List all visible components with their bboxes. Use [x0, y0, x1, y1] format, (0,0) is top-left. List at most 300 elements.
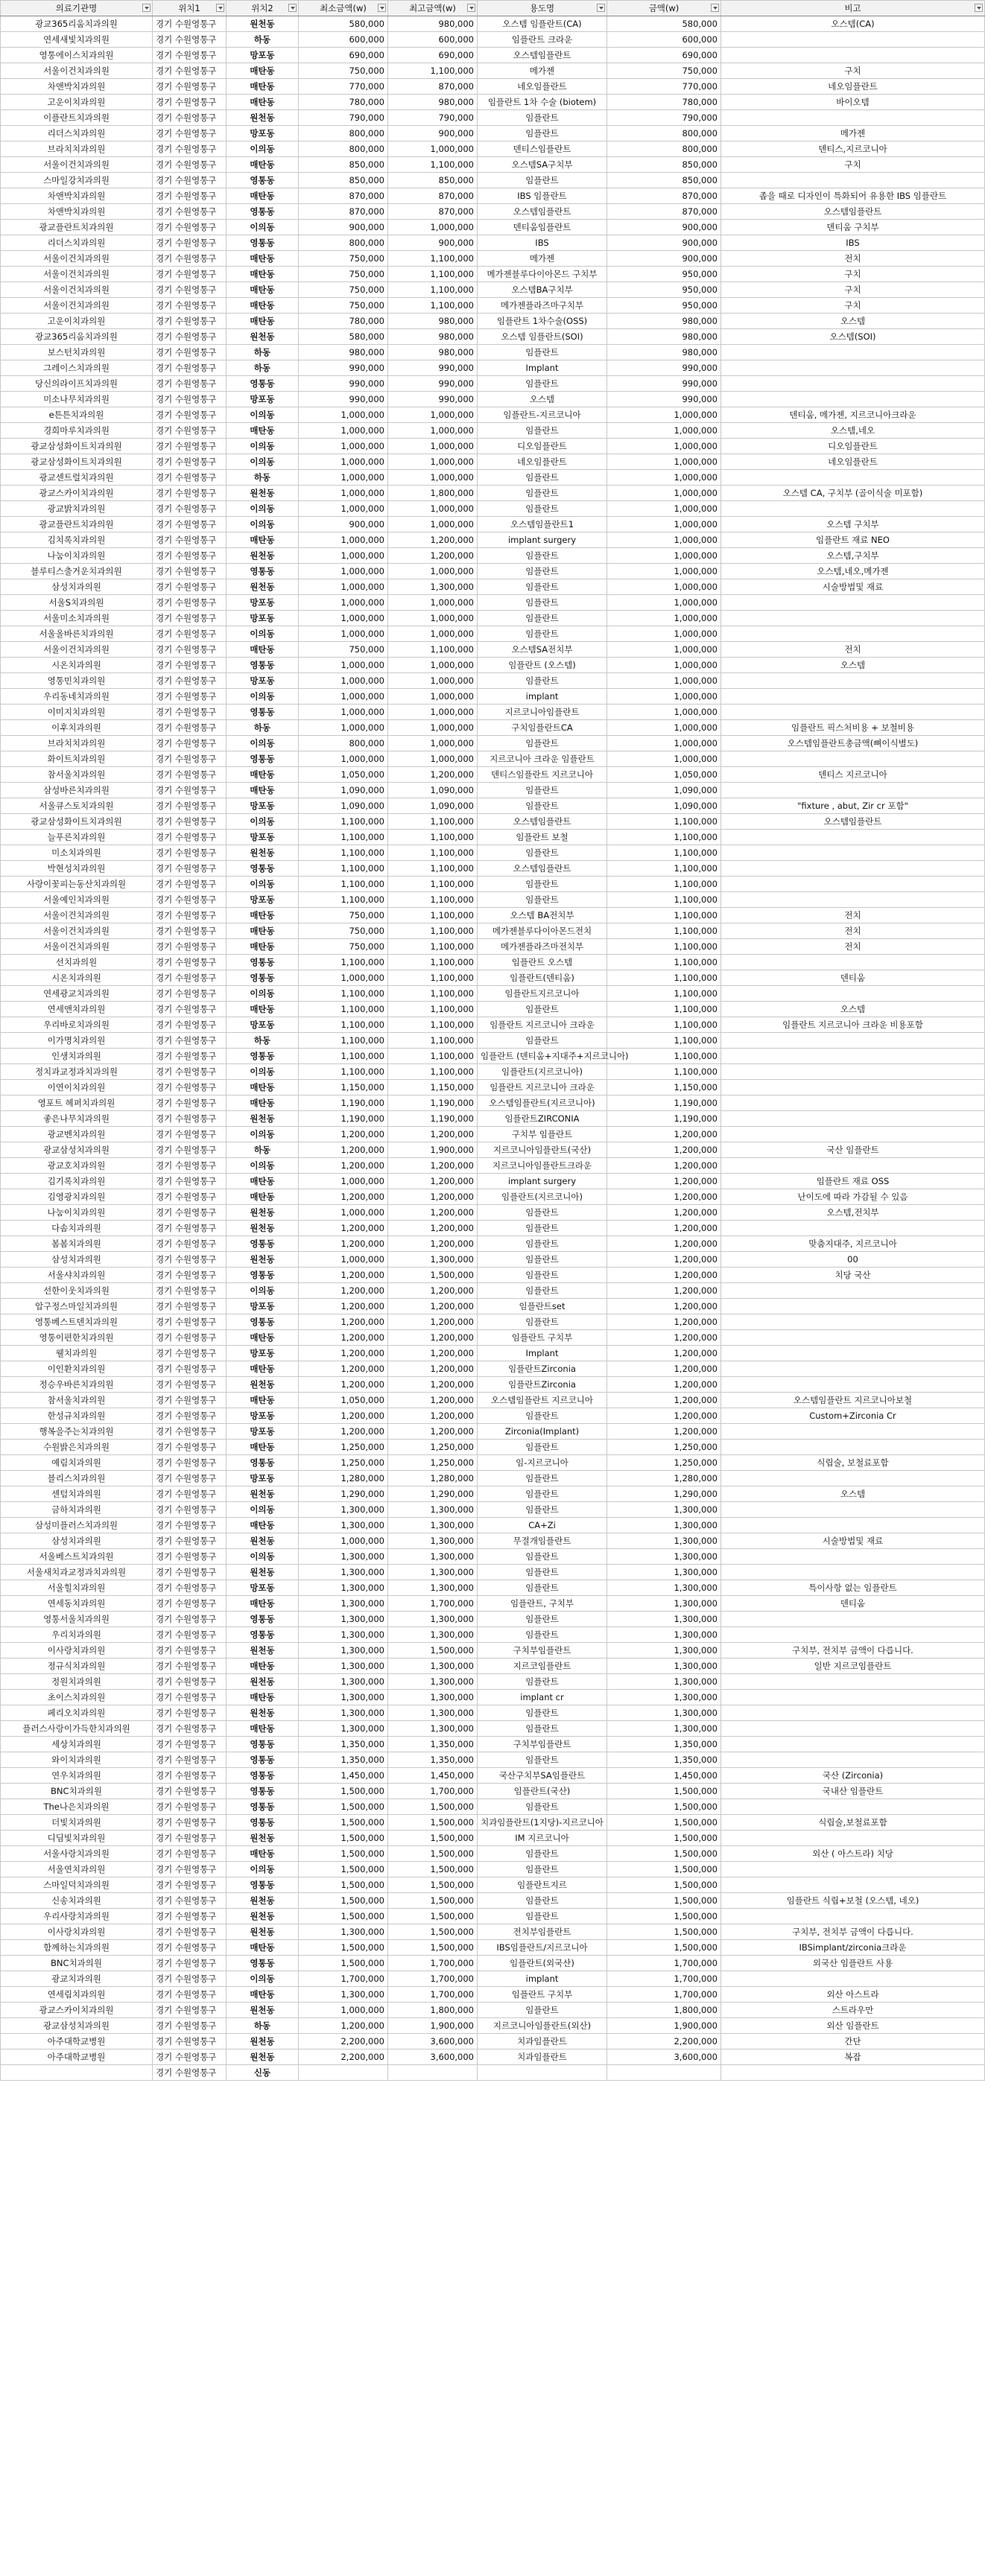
cell-amount[interactable]: 1,300,000 [607, 1502, 721, 1518]
cell-max[interactable]: 1,300,000 [388, 1580, 478, 1596]
cell-loc2[interactable]: 망포동 [227, 595, 299, 611]
cell-amount[interactable]: 1,100,000 [607, 1017, 721, 1033]
cell-loc1[interactable]: 경기 수원영통구 [153, 345, 227, 360]
cell-note[interactable] [721, 1049, 985, 1064]
cell-min[interactable]: 1,200,000 [299, 1142, 388, 1158]
column-header-max[interactable] [388, 1, 478, 16]
cell-name[interactable]: 서울사랑치과의원 [1, 1846, 153, 1862]
cell-loc2[interactable]: 매탄동 [227, 1095, 299, 1111]
cell-note[interactable] [721, 830, 985, 845]
cell-use[interactable]: 임플란트 [478, 877, 607, 892]
cell-name[interactable]: 서울S치과의원 [1, 595, 153, 611]
cell-note[interactable]: IBS [721, 235, 985, 251]
cell-loc2[interactable]: 원천동 [227, 1252, 299, 1268]
cell-min[interactable]: 1,500,000 [299, 1877, 388, 1893]
cell-max[interactable]: 1,290,000 [388, 1486, 478, 1502]
cell-amount[interactable]: 1,000,000 [607, 673, 721, 689]
cell-loc1[interactable]: 경기 수원영통구 [153, 501, 227, 517]
cell-max[interactable]: 1,100,000 [388, 861, 478, 877]
cell-name[interactable]: 광교삼성화이트치과의원 [1, 814, 153, 830]
cell-use[interactable]: 메가젠플라즈마구치부 [478, 298, 607, 314]
cell-min[interactable]: 1,100,000 [299, 1064, 388, 1080]
cell-loc1[interactable]: 경기 수원영통구 [153, 220, 227, 235]
cell-use[interactable]: 치과임플란트(1지당)-지르코니아 [478, 1815, 607, 1831]
cell-loc1[interactable]: 경기 수원영통구 [153, 1361, 227, 1377]
cell-note[interactable] [721, 673, 985, 689]
cell-loc2[interactable]: 이의동 [227, 877, 299, 892]
cell-name[interactable]: 디딤빛치과의원 [1, 1831, 153, 1846]
cell-loc2[interactable]: 원천동 [227, 1486, 299, 1502]
cell-min[interactable]: 1,000,000 [299, 501, 388, 517]
cell-note[interactable]: 오스템 [721, 1002, 985, 1017]
cell-loc1[interactable]: 경기 수원영통구 [153, 204, 227, 220]
cell-amount[interactable]: 1,250,000 [607, 1455, 721, 1471]
cell-note[interactable]: 난이도에 따라 가감될 수 있음 [721, 1189, 985, 1205]
cell-name[interactable]: 선치과의원 [1, 955, 153, 970]
cell-amount[interactable]: 1,300,000 [607, 1627, 721, 1643]
cell-amount[interactable]: 1,500,000 [607, 1909, 721, 1924]
cell-note[interactable]: 구치 [721, 282, 985, 298]
cell-name[interactable]: 예림치과의원 [1, 1455, 153, 1471]
cell-min[interactable]: 1,500,000 [299, 1940, 388, 1956]
cell-note[interactable] [721, 1690, 985, 1705]
cell-min[interactable]: 1,000,000 [299, 658, 388, 673]
cell-amount[interactable]: 1,200,000 [607, 1377, 721, 1393]
cell-min[interactable]: 1,100,000 [299, 814, 388, 830]
cell-loc1[interactable]: 경기 수원영통구 [153, 1502, 227, 1518]
cell-use[interactable]: 임플란트 [478, 1549, 607, 1565]
cell-loc1[interactable]: 경기 수원영통구 [153, 2049, 227, 2065]
cell-use[interactable]: 임플란트 [478, 2003, 607, 2018]
cell-loc1[interactable]: 경기 수원영통구 [153, 486, 227, 501]
cell-use[interactable]: 임플란트(지르코니아) [478, 1064, 607, 1080]
cell-note[interactable] [721, 1283, 985, 1299]
cell-amount[interactable]: 690,000 [607, 48, 721, 63]
cell-amount[interactable]: 1,100,000 [607, 1064, 721, 1080]
cell-min[interactable]: 1,100,000 [299, 1017, 388, 1033]
cell-use[interactable]: 임플란트 [478, 110, 607, 126]
cell-amount[interactable]: 1,290,000 [607, 1486, 721, 1502]
cell-note[interactable]: 덴티스,지르코니아 [721, 141, 985, 157]
cell-amount[interactable]: 1,200,000 [607, 1268, 721, 1283]
cell-max[interactable]: 1,100,000 [388, 1049, 478, 1064]
cell-amount[interactable]: 3,600,000 [607, 2049, 721, 2065]
cell-amount[interactable]: 1,000,000 [607, 579, 721, 595]
cell-amount[interactable]: 1,200,000 [607, 1174, 721, 1189]
cell-loc1[interactable]: 경기 수원영통구 [153, 611, 227, 626]
cell-amount[interactable]: 1,900,000 [607, 2018, 721, 2034]
cell-use[interactable]: 임플란트 [478, 1893, 607, 1909]
cell-min[interactable]: 1,000,000 [299, 673, 388, 689]
cell-note[interactable] [721, 595, 985, 611]
cell-name[interactable]: 박현성치과의원 [1, 861, 153, 877]
cell-note[interactable]: 외산 ( 아스트라) 치당 [721, 1846, 985, 1862]
cell-min[interactable]: 900,000 [299, 517, 388, 532]
cell-note[interactable] [721, 1095, 985, 1111]
cell-name[interactable]: 광교밝치과의원 [1, 501, 153, 517]
cell-max[interactable]: 1,100,000 [388, 1017, 478, 1033]
cell-loc1[interactable]: 경기 수원영통구 [153, 1017, 227, 1033]
cell-max[interactable]: 1,100,000 [388, 986, 478, 1002]
cell-use[interactable]: 메가젠블루다이아몬드 구치부 [478, 267, 607, 282]
cell-name[interactable]: 광교365리움치과의원 [1, 16, 153, 32]
cell-max[interactable]: 1,500,000 [388, 1893, 478, 1909]
cell-min[interactable]: 850,000 [299, 157, 388, 173]
cell-name[interactable]: 서울이건치과의원 [1, 157, 153, 173]
cell-amount[interactable]: 900,000 [607, 235, 721, 251]
cell-loc2[interactable]: 영통동 [227, 1956, 299, 1971]
cell-use[interactable]: 임플란트 [478, 845, 607, 861]
cell-max[interactable]: 1,300,000 [388, 1705, 478, 1721]
cell-min[interactable]: 990,000 [299, 392, 388, 407]
cell-loc2[interactable]: 원천동 [227, 2049, 299, 2065]
cell-amount[interactable]: 1,500,000 [607, 1799, 721, 1815]
cell-min[interactable]: 750,000 [299, 282, 388, 298]
cell-loc1[interactable]: 경기 수원영통구 [153, 1721, 227, 1737]
cell-loc1[interactable]: 경기 수원영통구 [153, 2018, 227, 2034]
cell-loc1[interactable]: 경기 수원영통구 [153, 1299, 227, 1314]
cell-note[interactable] [721, 1361, 985, 1377]
filter-dropdown-icon[interactable] [216, 4, 224, 12]
cell-min[interactable]: 990,000 [299, 376, 388, 392]
cell-max[interactable]: 980,000 [388, 95, 478, 110]
cell-amount[interactable]: 1,350,000 [607, 1737, 721, 1752]
cell-name[interactable]: 서울미소치과의원 [1, 611, 153, 626]
cell-use[interactable]: implant surgery [478, 532, 607, 548]
cell-min[interactable]: 1,350,000 [299, 1752, 388, 1768]
cell-use[interactable]: 임플란트 [478, 798, 607, 814]
cell-loc2[interactable]: 이의동 [227, 814, 299, 830]
cell-loc2[interactable]: 매탄동 [227, 1846, 299, 1862]
cell-min[interactable]: 1,000,000 [299, 470, 388, 486]
cell-loc1[interactable]: 경기 수원영통구 [153, 439, 227, 454]
cell-loc1[interactable]: 경기 수원영통구 [153, 1049, 227, 1064]
cell-max[interactable]: 1,090,000 [388, 783, 478, 798]
cell-note[interactable]: 임플란트 재료 OSS [721, 1174, 985, 1189]
cell-name[interactable]: 이미지치과의원 [1, 705, 153, 720]
filter-dropdown-icon[interactable] [288, 4, 297, 12]
cell-max[interactable]: 600,000 [388, 32, 478, 48]
cell-use[interactable]: 임플란트(외국산) [478, 1956, 607, 1971]
cell-use[interactable]: 임플란트 [478, 626, 607, 642]
cell-note[interactable] [721, 48, 985, 63]
cell-amount[interactable]: 1,500,000 [607, 1784, 721, 1799]
cell-loc1[interactable]: 경기 수원영통구 [153, 314, 227, 329]
cell-loc2[interactable]: 매탄동 [227, 1940, 299, 1956]
cell-use[interactable]: 임플란트 (덴티움+지대주+지르코니아) [478, 1049, 607, 1064]
cell-amount[interactable]: 1,280,000 [607, 1471, 721, 1486]
cell-name[interactable]: 삼성미플러스치과의원 [1, 1518, 153, 1533]
cell-note[interactable]: 오스템,네오 [721, 423, 985, 439]
cell-amount[interactable]: 850,000 [607, 157, 721, 173]
cell-name[interactable]: 참서울치과의원 [1, 1393, 153, 1408]
cell-loc1[interactable]: 경기 수원영통구 [153, 1940, 227, 1956]
cell-use[interactable]: 임플란트 [478, 126, 607, 141]
cell-use[interactable]: IM 지르코니아 [478, 1831, 607, 1846]
cell-loc2[interactable]: 원천동 [227, 1111, 299, 1127]
cell-loc1[interactable]: 경기 수원영통구 [153, 1158, 227, 1174]
cell-loc2[interactable]: 원천동 [227, 548, 299, 564]
cell-use[interactable]: 임플란트(국산) [478, 1784, 607, 1799]
column-header-loc1[interactable] [153, 1, 227, 16]
cell-max[interactable]: 1,300,000 [388, 579, 478, 595]
cell-note[interactable]: 오스템임플란트총금액(뼈이식별도) [721, 736, 985, 751]
cell-min[interactable]: 1,000,000 [299, 1174, 388, 1189]
cell-min[interactable] [299, 2065, 388, 2081]
cell-amount[interactable]: 1,000,000 [607, 564, 721, 579]
cell-min[interactable]: 1,300,000 [299, 1518, 388, 1533]
cell-name[interactable]: 리더스치과의원 [1, 126, 153, 141]
cell-max[interactable]: 1,100,000 [388, 1033, 478, 1049]
cell-max[interactable]: 1,500,000 [388, 1799, 478, 1815]
cell-min[interactable]: 1,050,000 [299, 767, 388, 783]
cell-use[interactable]: 오스템 [478, 392, 607, 407]
cell-note[interactable]: 네오임플란트 [721, 79, 985, 95]
cell-loc2[interactable]: 망포동 [227, 798, 299, 814]
cell-use[interactable]: 임플란트 [478, 1752, 607, 1768]
cell-loc1[interactable]: 경기 수원영통구 [153, 1565, 227, 1580]
cell-loc1[interactable]: 경기 수원영통구 [153, 251, 227, 267]
cell-amount[interactable]: 1,200,000 [607, 1127, 721, 1142]
cell-min[interactable]: 780,000 [299, 95, 388, 110]
cell-loc2[interactable]: 영통동 [227, 1627, 299, 1643]
cell-name[interactable]: 이사랑치과의원 [1, 1924, 153, 1940]
cell-loc1[interactable]: 경기 수원영통구 [153, 470, 227, 486]
cell-max[interactable]: 1,000,000 [388, 673, 478, 689]
cell-amount[interactable]: 1,100,000 [607, 861, 721, 877]
cell-min[interactable]: 900,000 [299, 220, 388, 235]
cell-name[interactable]: 광교호치과의원 [1, 1158, 153, 1174]
cell-amount[interactable]: 1,500,000 [607, 1831, 721, 1846]
cell-use[interactable]: implant [478, 689, 607, 705]
cell-name[interactable]: 금하치과의원 [1, 1502, 153, 1518]
cell-name[interactable]: 서울올바른치과의원 [1, 626, 153, 642]
cell-loc1[interactable]: 경기 수원영통구 [153, 1705, 227, 1721]
cell-max[interactable]: 1,200,000 [388, 1174, 478, 1189]
cell-min[interactable]: 800,000 [299, 126, 388, 141]
cell-use[interactable]: 지르코니아임플란트크라운 [478, 1158, 607, 1174]
cell-name[interactable]: 나눔이치과의원 [1, 1205, 153, 1221]
cell-min[interactable]: 800,000 [299, 235, 388, 251]
cell-max[interactable]: 1,350,000 [388, 1737, 478, 1752]
cell-use[interactable]: 임플란트 [478, 1862, 607, 1877]
cell-min[interactable]: 1,250,000 [299, 1440, 388, 1455]
cell-max[interactable]: 1,300,000 [388, 1674, 478, 1690]
cell-name[interactable]: 페리오치과의원 [1, 1705, 153, 1721]
cell-note[interactable] [721, 1314, 985, 1330]
cell-loc2[interactable]: 망포동 [227, 830, 299, 845]
cell-min[interactable]: 2,200,000 [299, 2034, 388, 2049]
cell-min[interactable]: 750,000 [299, 908, 388, 923]
cell-loc1[interactable]: 경기 수원영통구 [153, 1627, 227, 1643]
cell-amount[interactable]: 1,000,000 [607, 407, 721, 423]
cell-loc1[interactable]: 경기 수원영통구 [153, 548, 227, 564]
cell-use[interactable]: 임플란트 (오스템) [478, 658, 607, 673]
cell-note[interactable]: IBSimplant/zirconia크라운 [721, 1940, 985, 1956]
cell-note[interactable] [721, 1799, 985, 1815]
cell-amount[interactable]: 870,000 [607, 204, 721, 220]
cell-name[interactable]: 플러스사랑이가득한치과의원 [1, 1721, 153, 1737]
cell-use[interactable]: CA+Zi [478, 1518, 607, 1533]
cell-max[interactable]: 1,700,000 [388, 1956, 478, 1971]
cell-note[interactable] [721, 345, 985, 360]
cell-amount[interactable]: 1,190,000 [607, 1095, 721, 1111]
cell-loc2[interactable]: 매탄동 [227, 63, 299, 79]
cell-loc2[interactable]: 영통동 [227, 376, 299, 392]
cell-amount[interactable]: 990,000 [607, 392, 721, 407]
cell-max[interactable]: 1,100,000 [388, 282, 478, 298]
cell-loc1[interactable]: 경기 수원영통구 [153, 2065, 227, 2081]
cell-name[interactable]: 서울이건치과의원 [1, 908, 153, 923]
cell-note[interactable]: 덴티움 [721, 970, 985, 986]
cell-name[interactable]: e튼튼치과의원 [1, 407, 153, 423]
cell-amount[interactable]: 1,200,000 [607, 1346, 721, 1361]
cell-min[interactable]: 1,300,000 [299, 1674, 388, 1690]
cell-max[interactable]: 1,800,000 [388, 486, 478, 501]
cell-note[interactable] [721, 1752, 985, 1768]
cell-loc2[interactable]: 매탄동 [227, 767, 299, 783]
cell-name[interactable]: 광교센트럴치과의원 [1, 470, 153, 486]
cell-loc1[interactable]: 경기 수원영통구 [153, 2034, 227, 2049]
cell-max[interactable]: 1,090,000 [388, 798, 478, 814]
cell-amount[interactable]: 1,000,000 [607, 658, 721, 673]
cell-note[interactable] [721, 1705, 985, 1721]
cell-max[interactable]: 1,300,000 [388, 1659, 478, 1674]
cell-min[interactable]: 1,000,000 [299, 486, 388, 501]
cell-use[interactable]: 임플란트 [478, 486, 607, 501]
cell-loc1[interactable]: 경기 수원영통구 [153, 16, 227, 32]
cell-loc2[interactable]: 하동 [227, 470, 299, 486]
cell-name[interactable]: 브라치치과의원 [1, 736, 153, 751]
cell-max[interactable]: 1,200,000 [388, 1283, 478, 1299]
cell-max[interactable]: 1,200,000 [388, 532, 478, 548]
cell-min[interactable]: 1,200,000 [299, 1424, 388, 1440]
cell-loc1[interactable]: 경기 수원영통구 [153, 188, 227, 204]
cell-note[interactable]: 네오임플란트 [721, 454, 985, 470]
cell-note[interactable] [721, 1627, 985, 1643]
cell-amount[interactable]: 1,100,000 [607, 955, 721, 970]
cell-min[interactable]: 1,300,000 [299, 1690, 388, 1705]
cell-amount[interactable]: 1,200,000 [607, 1142, 721, 1158]
cell-name[interactable]: 더빛치과의원 [1, 1815, 153, 1831]
cell-min[interactable]: 1,100,000 [299, 877, 388, 892]
cell-loc1[interactable]: 경기 수원영통구 [153, 626, 227, 642]
cell-max[interactable]: 3,600,000 [388, 2049, 478, 2065]
cell-use[interactable]: 임플란트(지르코니아) [478, 1189, 607, 1205]
cell-min[interactable]: 1,250,000 [299, 1455, 388, 1471]
cell-name[interactable]: 서울이건치과의원 [1, 298, 153, 314]
cell-use[interactable]: 임플란트 [478, 1221, 607, 1236]
cell-name[interactable]: 서울샤치과의원 [1, 1268, 153, 1283]
cell-loc1[interactable]: 경기 수원영통구 [153, 751, 227, 767]
cell-min[interactable]: 1,700,000 [299, 1971, 388, 1987]
cell-amount[interactable]: 1,000,000 [607, 454, 721, 470]
cell-min[interactable]: 1,000,000 [299, 689, 388, 705]
cell-max[interactable]: 1,200,000 [388, 1330, 478, 1346]
cell-note[interactable] [721, 392, 985, 407]
cell-loc1[interactable]: 경기 수원영통구 [153, 564, 227, 579]
cell-note[interactable] [721, 626, 985, 642]
cell-amount[interactable]: 1,200,000 [607, 1236, 721, 1252]
cell-name[interactable]: 연세앤치과의원 [1, 1002, 153, 1017]
cell-min[interactable]: 1,000,000 [299, 579, 388, 595]
cell-min[interactable]: 1,100,000 [299, 1049, 388, 1064]
cell-min[interactable]: 1,000,000 [299, 548, 388, 564]
cell-loc2[interactable]: 하동 [227, 720, 299, 736]
cell-loc2[interactable]: 영통동 [227, 658, 299, 673]
cell-loc1[interactable]: 경기 수원영통구 [153, 1924, 227, 1940]
cell-loc2[interactable]: 원천동 [227, 329, 299, 345]
cell-amount[interactable]: 1,100,000 [607, 814, 721, 830]
cell-use[interactable]: 임플란트 [478, 1627, 607, 1643]
cell-min[interactable]: 2,200,000 [299, 2049, 388, 2065]
cell-name[interactable]: 센텀치과의원 [1, 1486, 153, 1502]
cell-name[interactable]: 다솜치과의원 [1, 1221, 153, 1236]
cell-amount[interactable]: 1,000,000 [607, 736, 721, 751]
cell-note[interactable]: 식립술, 보철료포함 [721, 1455, 985, 1471]
cell-max[interactable]: 1,000,000 [388, 595, 478, 611]
cell-min[interactable]: 1,100,000 [299, 955, 388, 970]
cell-loc2[interactable]: 매탄동 [227, 1518, 299, 1533]
cell-loc2[interactable]: 이의동 [227, 220, 299, 235]
cell-max[interactable]: 1,200,000 [388, 1346, 478, 1361]
cell-amount[interactable]: 1,200,000 [607, 1361, 721, 1377]
cell-amount[interactable]: 1,000,000 [607, 626, 721, 642]
cell-max[interactable]: 1,100,000 [388, 1002, 478, 1017]
cell-name[interactable]: 행복을주는치과의원 [1, 1424, 153, 1440]
cell-min[interactable]: 1,000,000 [299, 611, 388, 626]
cell-min[interactable]: 1,300,000 [299, 1705, 388, 1721]
cell-note[interactable] [721, 1330, 985, 1346]
cell-min[interactable]: 1,000,000 [299, 1533, 388, 1549]
cell-min[interactable]: 1,300,000 [299, 1643, 388, 1659]
cell-min[interactable]: 1,100,000 [299, 1002, 388, 1017]
cell-name[interactable]: 늘푸른치과의원 [1, 830, 153, 845]
cell-loc1[interactable]: 경기 수원영통구 [153, 392, 227, 407]
cell-use[interactable]: Zirconia(Implant) [478, 1424, 607, 1440]
cell-use[interactable]: 임플란트 [478, 1580, 607, 1596]
cell-max[interactable]: 980,000 [388, 345, 478, 360]
cell-min[interactable]: 750,000 [299, 298, 388, 314]
cell-max[interactable]: 1,000,000 [388, 626, 478, 642]
cell-max[interactable]: 1,100,000 [388, 845, 478, 861]
cell-use[interactable]: 임플란트 [478, 1033, 607, 1049]
cell-name[interactable] [1, 2065, 153, 2081]
cell-use[interactable]: 임플란트 [478, 1721, 607, 1737]
cell-loc1[interactable]: 경기 수원영통구 [153, 1831, 227, 1846]
cell-note[interactable]: 구치부, 전치부 금액이 다릅니다. [721, 1924, 985, 1940]
cell-note[interactable]: 구치 [721, 267, 985, 282]
cell-use[interactable]: 임플란트-지르코니아 [478, 407, 607, 423]
cell-amount[interactable]: 1,500,000 [607, 1940, 721, 1956]
cell-loc1[interactable]: 경기 수원영통구 [153, 1784, 227, 1799]
cell-loc1[interactable]: 경기 수원영통구 [153, 1236, 227, 1252]
cell-use[interactable]: 임플란트 오스템 [478, 955, 607, 970]
cell-loc2[interactable]: 매탄동 [227, 1002, 299, 1017]
cell-loc1[interactable]: 경기 수원영통구 [153, 1111, 227, 1127]
cell-use[interactable]: 임플란트 [478, 1471, 607, 1486]
cell-name[interactable]: 광교삼성치과의원 [1, 1142, 153, 1158]
cell-amount[interactable]: 1,200,000 [607, 1393, 721, 1408]
cell-note[interactable]: 식립술,보철료포함 [721, 1815, 985, 1831]
cell-name[interactable]: 김치록치과의원 [1, 532, 153, 548]
cell-note[interactable] [721, 1033, 985, 1049]
cell-amount[interactable]: 1,000,000 [607, 439, 721, 454]
cell-name[interactable]: 정승우바른치과의원 [1, 1377, 153, 1393]
cell-note[interactable] [721, 1471, 985, 1486]
cell-max[interactable]: 1,150,000 [388, 1080, 478, 1095]
cell-amount[interactable]: 1,200,000 [607, 1408, 721, 1424]
